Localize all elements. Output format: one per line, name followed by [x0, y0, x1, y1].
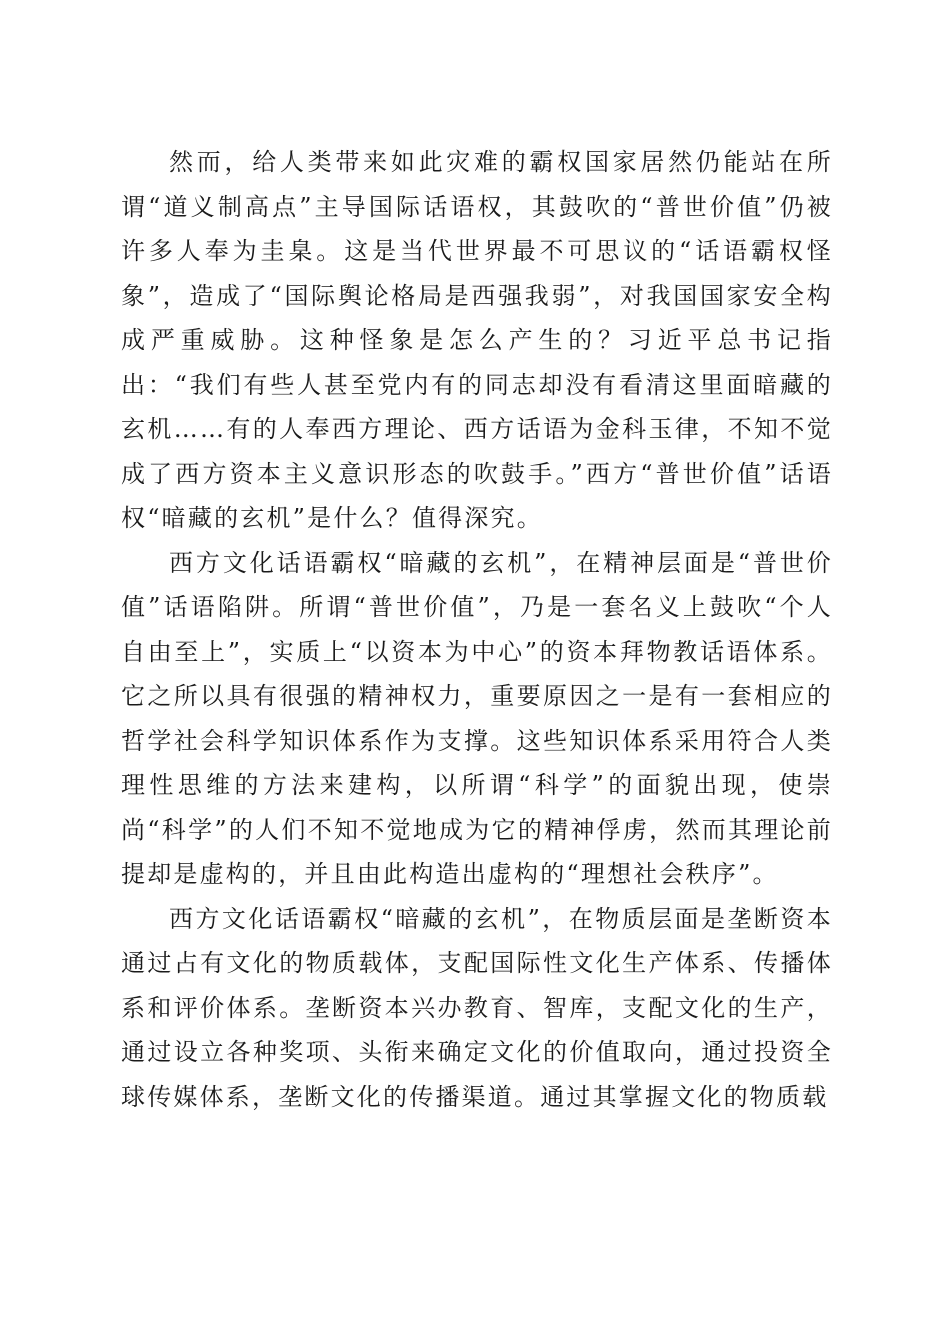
- paragraph-2: 西方文化话语霸权“暗藏的玄机”，在精神层面是“普世价值”话语陷阱。所谓“普世价值”，乃是一套名义上鼓吹“个人自由至上”，实质上“以资本为中心”的资本拜物教话语体系。它之所以具有很强的精神权力，重要原因之一是有一套相应的哲学社会科学知识体系作为支撑。这些知识体系采用符合人类理性思维的方法来建构，以所谓“科学”的面貌出现，使崇尚“科学”的人们不知不觉地成为它的精神俘虏，然而其理论前提却是虚构的，并且由此构造出虚构的“理想社会秩序”。: [121, 548, 833, 888]
- paragraph-3: 西方文化话语霸权“暗藏的玄机”，在物质层面是垄断资本通过占有文化的物质载体，支配国际性文化生产体系、传播体系和评价体系。垄断资本兴办教育、智库，支配文化的生产，通过设立各种奖项、头衔来确定文化的价值取向，通过投资全球传媒体系，垄断文化的传播渠道。通过其掌握文化的物质载: [121, 904, 833, 1111]
- document-body: [121, 140, 833, 1119]
- paragraph-1: 然而，给人类带来如此灾难的霸权国家居然仍能站在所谓“道义制高点”主导国际话语权，其鼓吹的“普世价值”仍被许多人奉为圭臬。这是当代世界最不可思议的“话语霸权怪象”，造成了“国际舆论格局是西强我弱”，对我国国家安全构成严重威胁。这种怪象是怎么产生的？习近平总书记指出：“我们有些人甚至党内有的同志却没有看清这里面暗藏的玄机……有的人奉西方理论、西方话语为金科玉律，不知不觉成了西方资本主义意识形态的吹鼓手。”西方“普世价值”话语权“暗藏的玄机”是什么？值得深究。: [121, 148, 833, 532]
